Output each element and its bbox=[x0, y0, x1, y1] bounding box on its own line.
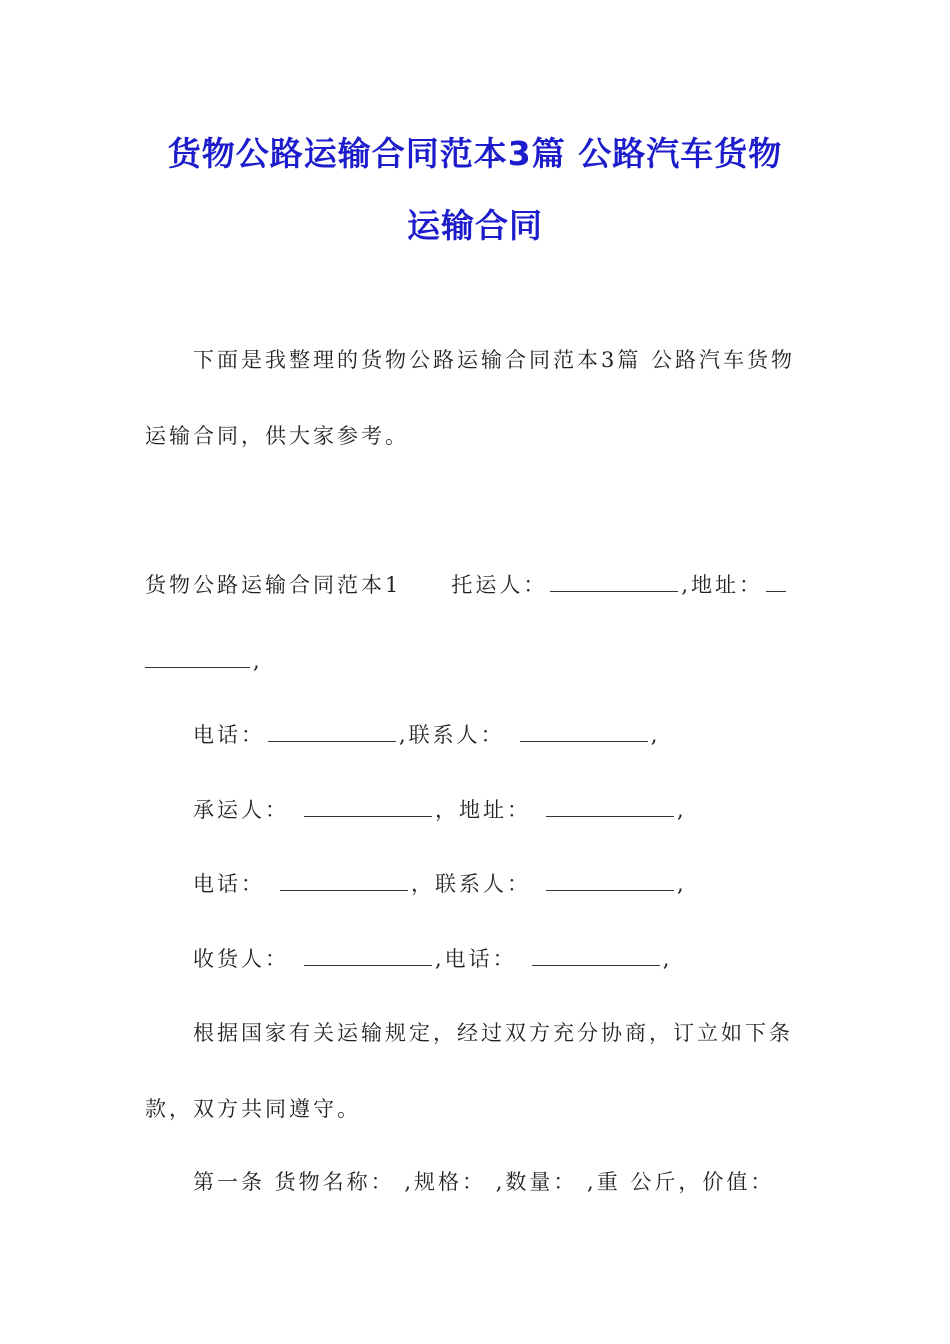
consignee-label: 收货人： bbox=[193, 947, 289, 971]
phone-label: 电话： bbox=[193, 723, 265, 747]
intro-line-2: 运输合同，供大家参考。 bbox=[145, 424, 409, 448]
carrier-address-blank bbox=[546, 796, 674, 817]
shipper-label: 托运人： bbox=[451, 573, 548, 597]
address-blank-cont bbox=[145, 647, 250, 668]
comma: , bbox=[253, 649, 263, 673]
consignee-phone-blank bbox=[532, 945, 660, 966]
comma: , bbox=[650, 723, 661, 747]
para1-line-2: 款，双方共同遵守。 bbox=[145, 1097, 361, 1121]
carrier-phone-label: 电话： bbox=[193, 872, 265, 896]
comma: , bbox=[662, 947, 673, 971]
carrier-blank bbox=[304, 796, 432, 817]
comma: , bbox=[677, 798, 687, 822]
phone-blank bbox=[268, 721, 396, 742]
comma: , bbox=[677, 872, 687, 896]
article-1-line: 第一条 货物名称： ,规格： ,数量： ,重 公斤，价值： bbox=[193, 1170, 775, 1194]
para1-line-1: 根据国家有关运输规定，经过双方充分协商，订立如下条 bbox=[193, 1021, 793, 1045]
carrier-contact-label: ，联系人： bbox=[411, 872, 531, 896]
carrier-contact-blank bbox=[546, 870, 674, 891]
shipper-phone-line bbox=[193, 720, 660, 750]
intro-line-1: 下面是我整理的货物公路运输合同范本3篇 公路汽车货物 bbox=[193, 348, 796, 372]
address-label: ,地址： bbox=[681, 573, 764, 597]
carrier-label: 承运人： bbox=[193, 798, 289, 822]
contract-heading: 货物公路运输合同范本1 bbox=[145, 573, 402, 597]
shipper-blank bbox=[550, 571, 678, 592]
carrier-phone-line bbox=[193, 869, 687, 899]
carrier-address-label: ，地址： bbox=[435, 798, 531, 822]
contact-blank bbox=[520, 721, 648, 742]
consignee-phone-label: ,电话： bbox=[435, 947, 517, 971]
consignee-blank bbox=[304, 945, 432, 966]
carrier-phone-blank bbox=[280, 870, 408, 891]
address-blank-start bbox=[766, 571, 786, 592]
document-title-line-2: 运输合同 bbox=[407, 206, 543, 245]
address-continuation-line bbox=[145, 646, 263, 676]
contact-label: ,联系人： bbox=[399, 723, 505, 747]
consignee-line bbox=[193, 944, 672, 974]
contract-header-line bbox=[145, 570, 789, 600]
document-title-line-1: 货物公路运输合同范本3篇 公路汽车货物 bbox=[167, 134, 783, 173]
carrier-line bbox=[193, 795, 687, 825]
